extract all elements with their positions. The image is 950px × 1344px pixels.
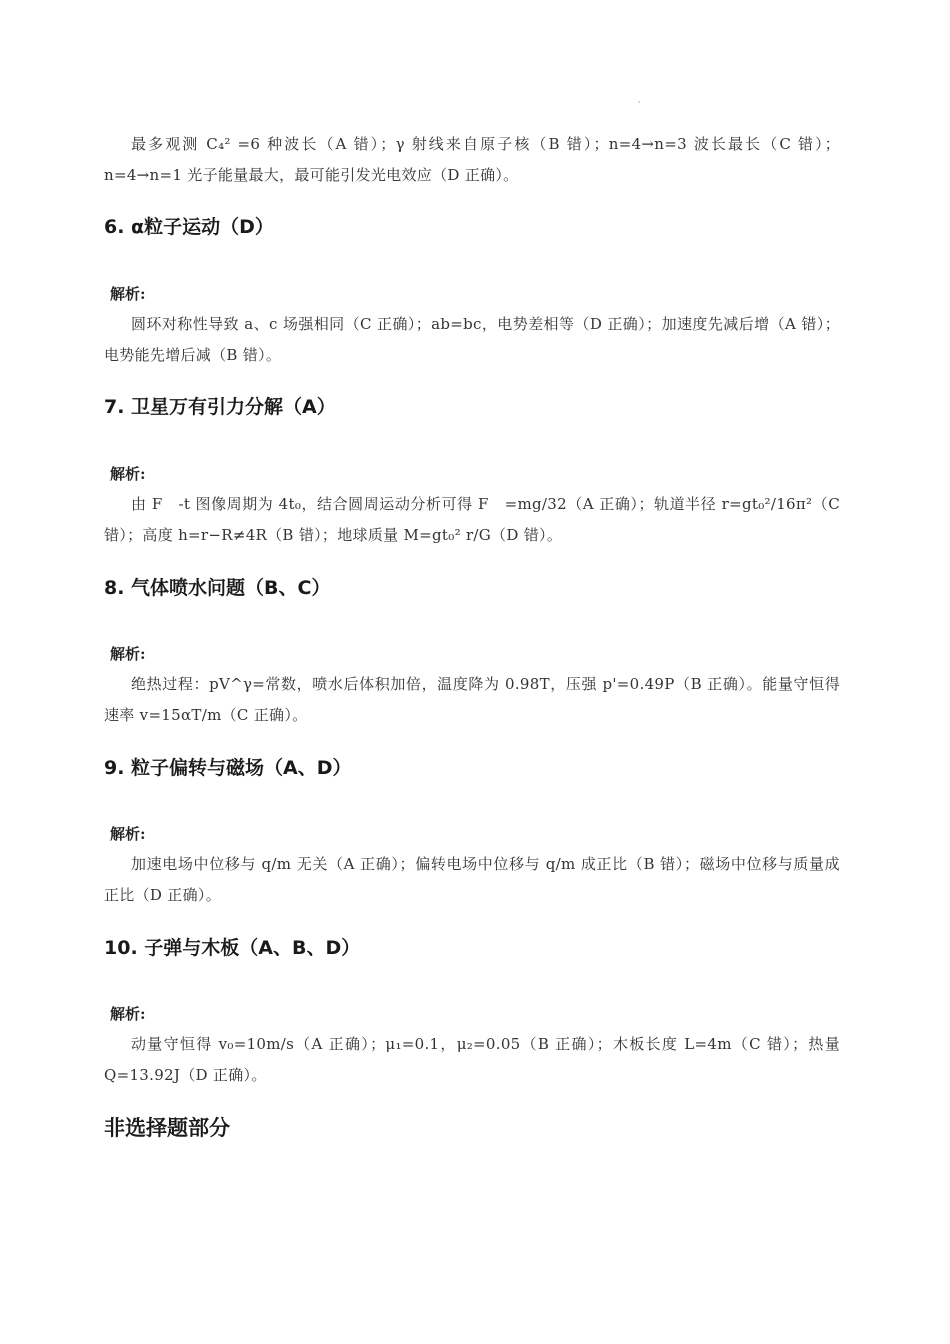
non-choice-section-heading: 非选择题部分 — [104, 1116, 230, 1140]
q7-explanation-text: 由 F -t 图像周期为 4t₀，结合圆周运动分析可得 F =mg/32（A 正确）；轨道半径 r=gt₀²/16π²（C 错）；高度 h=r−R≠4R（B 错）；地球质量 M=gt₀² r/G（D 错）。 — [104, 495, 840, 544]
q7-analysis-label: 解析: — [110, 465, 146, 483]
scan-speck — [638, 101, 640, 103]
q10-heading: 10. 子弹与木板（A、B、D） — [104, 937, 361, 959]
q6-explanation-text: 圆环对称性导致 a、c 场强相同（C 正确）；ab=bc，电势差相等（D 正确）；加速度先减后增（A 错）；电势能先增后减（B 错）。 — [104, 315, 840, 364]
q8-explanation-text: 绝热过程：pV^γ=常数，喷水后体积加倍，温度降为 0.98T，压强 p'=0.49P（B 正确）。能量守恒得速率 v=15αT/m（C 正确）。 — [104, 675, 840, 724]
q9-analysis-label: 解析: — [110, 825, 146, 843]
q6-heading: 6. α粒子运动（D） — [104, 216, 274, 238]
q5-explanation-text: 最多观测 C₄² =6 种波长（A 错）；γ 射线来自原子核（B 错）；n=4→n=3 波长最长（C 错）；n=4→n=1 光子能量最大，最可能引发光电效应（D 正确）。 — [104, 135, 840, 184]
q8-analysis-label: 解析: — [110, 645, 146, 663]
q10-explanation-text: 动量守恒得 v₀=10m/s（A 正确）；μ₁=0.1，μ₂=0.05（B 正确）；木板长度 L=4m（C 错）；热量 Q=13.92J（D 正确）。 — [104, 1035, 840, 1084]
q9-heading: 9. 粒子偏转与磁场（A、D） — [104, 757, 352, 779]
q8-heading: 8. 气体喷水问题（B、C） — [104, 577, 331, 599]
q7-heading: 7. 卫星万有引力分解（A） — [104, 396, 336, 418]
q9-explanation-text: 加速电场中位移与 q/m 无关（A 正确）；偏转电场中位移与 q/m 成正比（B 错）；磁场中位移与质量成正比（D 正确）。 — [104, 855, 840, 904]
q6-analysis-label: 解析: — [110, 285, 146, 303]
q10-analysis-label: 解析: — [110, 1005, 146, 1023]
